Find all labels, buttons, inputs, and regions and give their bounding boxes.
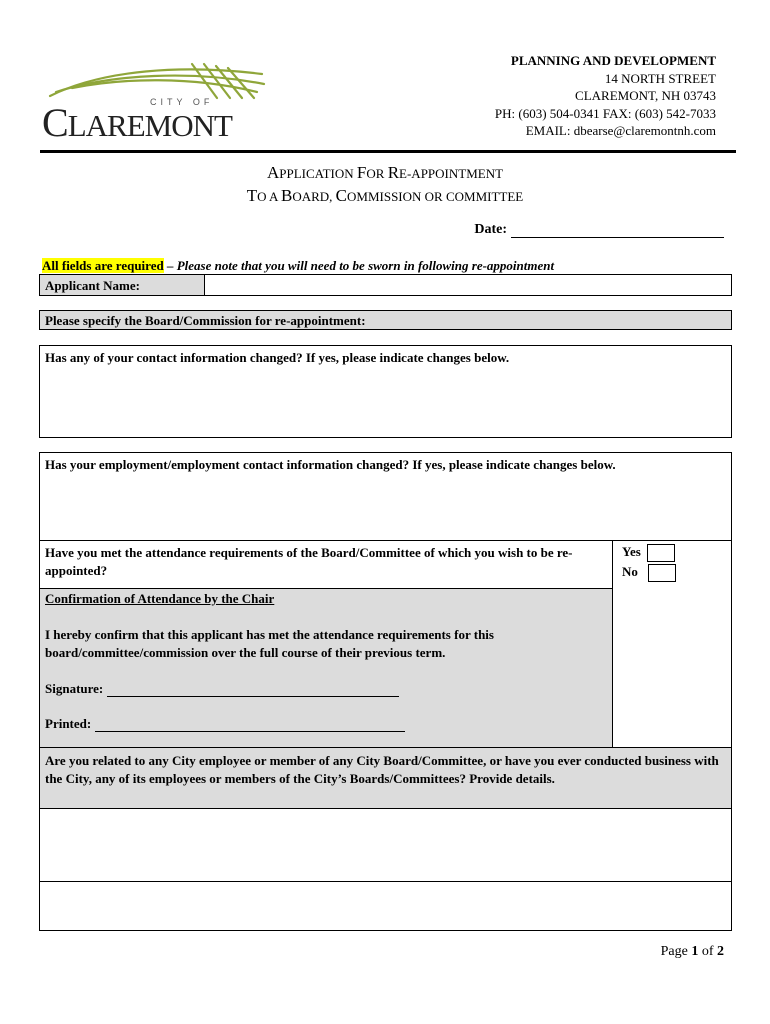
applicant-name-label: Applicant Name:	[45, 278, 140, 293]
contact-changes-label: Has any of your contact information changed? If yes, please indicate changes below.	[45, 350, 510, 365]
chair-printed-name-field: Printed:	[45, 716, 405, 732]
applicant-name-row	[39, 274, 732, 296]
phone-fax: PH: (603) 504-0341 FAX: (603) 542-7033	[494, 105, 716, 121]
related-question-label: Are you related to any City employee or member of any City Board/Committee, or have you ever conducted business with the City, any of its employees or members of the City’s Boards/Committees? Provide details.	[45, 753, 719, 786]
employment-changes-label: Has your employment/employment contact information changed? If yes, please indicate changes below.	[45, 457, 616, 472]
date-label: Date:	[474, 222, 507, 237]
attendance-section	[39, 540, 732, 748]
related-details-input-2[interactable]	[39, 881, 732, 931]
related-details-input-1[interactable]	[39, 808, 732, 882]
department-contact-block	[495, 52, 716, 140]
street-address: 14 NORTH STREET	[604, 70, 716, 86]
department-name: PLANNING AND DEVELOPMENT	[510, 53, 716, 68]
date-field	[474, 222, 724, 238]
logo-claremont: CLAREMONT	[42, 100, 232, 145]
attendance-yes-option: Yes	[622, 544, 675, 562]
page-number: Page 1 of 2	[660, 944, 724, 959]
date-input-line[interactable]	[511, 223, 724, 238]
employment-changes-field[interactable]	[39, 452, 732, 541]
board-commission-label: Please specify the Board/Commission for re-appointment:	[45, 313, 366, 328]
attendance-no-option: No	[622, 564, 676, 582]
email-address: EMAIL: dbearse@claremontnh.com	[525, 123, 716, 139]
city-state-zip: CLAREMONT, NH 03743	[575, 88, 716, 104]
required-fields-note: All fields are required – Please note that you will need to be sworn in following re-appointment	[42, 258, 555, 273]
attendance-no-checkbox[interactable]	[648, 564, 676, 582]
chair-signature-line[interactable]	[107, 684, 399, 697]
applicant-name-input[interactable]	[205, 275, 731, 295]
form-title-line-1: APPLICATION FOR RE-APPOINTMENT	[266, 163, 504, 182]
chair-confirmation-box	[40, 588, 612, 748]
contact-changes-field[interactable]	[39, 345, 732, 438]
chair-confirmation-title: Confirmation of Attendance by the Chair	[45, 591, 275, 606]
attendance-question: Have you met the attendance requirements of the Board/Committee of which you wish to be re-appointed?	[45, 545, 573, 578]
form-title-line-2: TO A BOARD, COMMISSION OR COMMITTEE	[246, 186, 524, 205]
board-commission-field[interactable]	[39, 310, 732, 330]
header-divider	[40, 150, 736, 153]
attendance-yes-checkbox[interactable]	[647, 544, 675, 562]
chair-confirmation-text: I hereby confirm that this applicant has met the attendance requirements for this board/committee/commission over the full course of their previous term.	[45, 627, 494, 660]
chair-signature-field: Signature:	[45, 681, 399, 697]
related-question-box	[39, 747, 732, 809]
chair-printed-name-line[interactable]	[95, 719, 405, 732]
logo-city-of: CITY OF	[150, 97, 214, 107]
